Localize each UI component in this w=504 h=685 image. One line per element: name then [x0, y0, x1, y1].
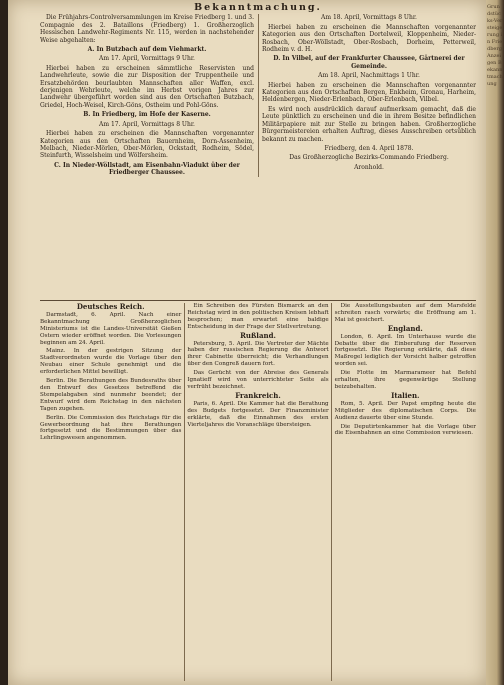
section-b-text: Hierbei haben zu erscheinen die Mannschaften vorgenannter Kategorien aus den Ortschaften Bauernheim, Dorn-Assenheim, Melbach, Nieder-Mörlen, Ober-Mörlen, Ockstadt, Rodheim, Södel, Steinfurth, Wisselsheim und Wölfersheim.	[40, 130, 254, 160]
section-divider-rule	[40, 300, 476, 301]
section-c-date: Am 18. April, Vormittags 8 Uhr.	[321, 14, 417, 22]
news-article: London, 6. April. Im Unterhause wurde die Debatte über die Einberufung der Reserven fortgesetzt. Die Regierung erklärte, daß diese Maßregel lediglich der Vorsicht halber getroffen worden sei.	[334, 333, 476, 368]
news-article: Ein Schreiben des Fürsten Bismarck an den Reichstag wird in den politischen Kreisen lebhaft besprochen; man erwartet eine baldige Entscheidung in der Frage der Stellvertretung.	[187, 303, 329, 330]
adjacent-page-edge	[486, 0, 504, 685]
news-article: Paris, 6. April. Die Kammer hat die Berathung des Budgets fortgesetzt. Der Finanzminister erklärte, daß die Einnahmen des ersten Vierteljahres die Voranschläge übersteigen.	[187, 400, 329, 428]
news-article: Berlin. Die Commission des Reichstags für die Gewerbeordnung hat ihre Berathungen fortgesetzt und die Bestimmungen über das Lehrlingswesen angenommen.	[40, 414, 182, 442]
news-section-title: Deutsches Reich.	[76, 303, 145, 311]
announcement-columns	[40, 14, 476, 176]
news-columns	[40, 303, 476, 681]
announcement-title: Bekanntmachung.	[194, 2, 322, 13]
section-a-head: A. In Butzbach auf dem Viehmarkt.	[87, 46, 207, 54]
news-article: Berlin. Die Berathungen des Bundesraths über den Entwurf des Gesetzes betreffend die Stempelabgaben sind nunmehr beendet; der Entwurf wird dem Reichstag in den nächsten Tagen zugehen.	[40, 378, 182, 412]
section-c-text: Hierbei haben zu erscheinen die Mannschaften vorgenannter Kategorien aus den Ortschaften Dortelweil, Kloppenheim, Nieder-Rosbach, Ober-Wöllstadt, Ober-Rosbach, Dorheim, Petterweil, Rodheim v. d. H.	[262, 23, 476, 54]
news-section-title-2: Rußland.	[240, 330, 276, 340]
left-margin	[8, 0, 38, 685]
section-c-head: C. In Nieder-Wöllstadt, am Eisenbahn-Viadukt über der Friedberger Chaussee.	[54, 161, 240, 177]
news-article: Die Deputirtenkammer hat die Vorlage über die Eisenbahnen an eine Commission verwiesen.	[334, 423, 476, 437]
section-a-date: Am 17. April, Vormittags 9 Uhr.	[99, 55, 195, 63]
announcement-intro: Die Frühjahrs-Controlversammlungen im Kreise Friedberg 1. und 3. Compagnie des 2. Bataillons (Friedberg) 1. Großherzoglich Hessischen Landwehr-Regiments Nr. 115, werden in nachstehender Weise abgehalten:	[40, 14, 254, 44]
news-article: Die Flotte im Marmarameer hat Befehl erhalten, ihre gegenwärtige Stellung beizubehalten.	[334, 370, 476, 390]
section-d-date: Am 18. April, Nachmittags 1 Uhr.	[318, 72, 420, 80]
news-section-title-4: England.	[387, 323, 423, 333]
section-a-text: Hierbei haben zu erscheinen sämmtliche Reservisten und Landwehrleute, sowie die zur Disposition der Truppentheile und Ersatzbehörden beurlaubten Mannschaften aller Waffen, excl. derjenigen Wehrleute, welche im Herbst vorigen Jahres zur Landwehr übergeführt worden sind aus den Ortschaften Butzbach, Griedel, Hoch-Weisel, Kirch-Göns, Ostheim und Pohl-Göns.	[40, 64, 254, 109]
section-d-head: D. In Vilbel, auf der Frankfurter Chaussee, Gärtnerei der Gemeinde.	[273, 55, 465, 70]
news-article: Petersburg, 5. April. Die Vertreter der Mächte haben der russischen Regierung die Antwort ihrer Cabinette überreicht; die Verhandlungen über den Congreß dauern fort.	[187, 340, 329, 368]
news-article: Rom, 5. April. Der Papst empfing heute die Mitglieder des diplomatischen Corps. Die Audienz dauerte über eine Stunde.	[334, 400, 476, 421]
section-b-date: Am 17. April, Vormittags 8 Uhr.	[99, 120, 195, 128]
signature-name: Aronhold.	[354, 163, 384, 171]
announcement-block	[40, 4, 476, 177]
news-article: Darmstadt, 6. April. Nach einer Bekanntmachung Großherzoglichen Ministeriums ist die Landes-Universität Gießen Ostern wieder eröffnet worden. Die Vorlesungen beginnen am 24. April.	[40, 311, 182, 346]
news-article: Die Ausstellungsbauten auf dem Marsfelde schreiten rasch vorwärts; die Eröffnung am 1. Mai ist gesichert.	[334, 303, 476, 323]
announcement-place-date: Friedberg, den 4. April 1878.	[324, 144, 414, 152]
news-section-title-5: Italien.	[391, 390, 420, 400]
section-d-text: Hierbei haben zu erscheinen die Mannschaften vorgenannter Kategorien aus den Ortschaften Bergen, Enkheim, Gronau, Harheim, Heldenbergen, Nieder-Erlenbach, Ober-Erlenbach, Vilbel.	[262, 81, 476, 104]
section-b-head: B. In Friedberg, im Hofe der Kaserne.	[83, 111, 211, 119]
news-section-title-3: Frankreich.	[235, 390, 281, 400]
adjacent-page-text: Grundstücks-Versteigerung in Friedberg Anzeigen Bekanntmachung	[487, 4, 503, 87]
announcement-closing: Es wird noch ausdrücklich darauf aufmerksam gemacht, daß die Leute pünktlich zu erscheinen und die in ihrem Besitze befindlichen Militärpapiere mit zur Stelle zu bringen haben. Großherzogliche Bürgermeistereien erhalten Auftrag, dieses Ausschreiben ortsüblich bekannt zu machen.	[262, 105, 476, 143]
news-article: Das Gerücht von der Abreise des Generals Ignatieff wird von unterrichteter Seite als verfrüht bezeichnet.	[187, 370, 329, 390]
signature-office: Das Großherzogliche Bezirks-Commando Friedberg.	[289, 154, 449, 162]
news-article: Mainz. In der gestrigen Sitzung der Stadtverordneten wurde die Vorlage über den Neubau einer Schule genehmigt und die erforderlichen Mittel bewilligt.	[40, 348, 182, 376]
